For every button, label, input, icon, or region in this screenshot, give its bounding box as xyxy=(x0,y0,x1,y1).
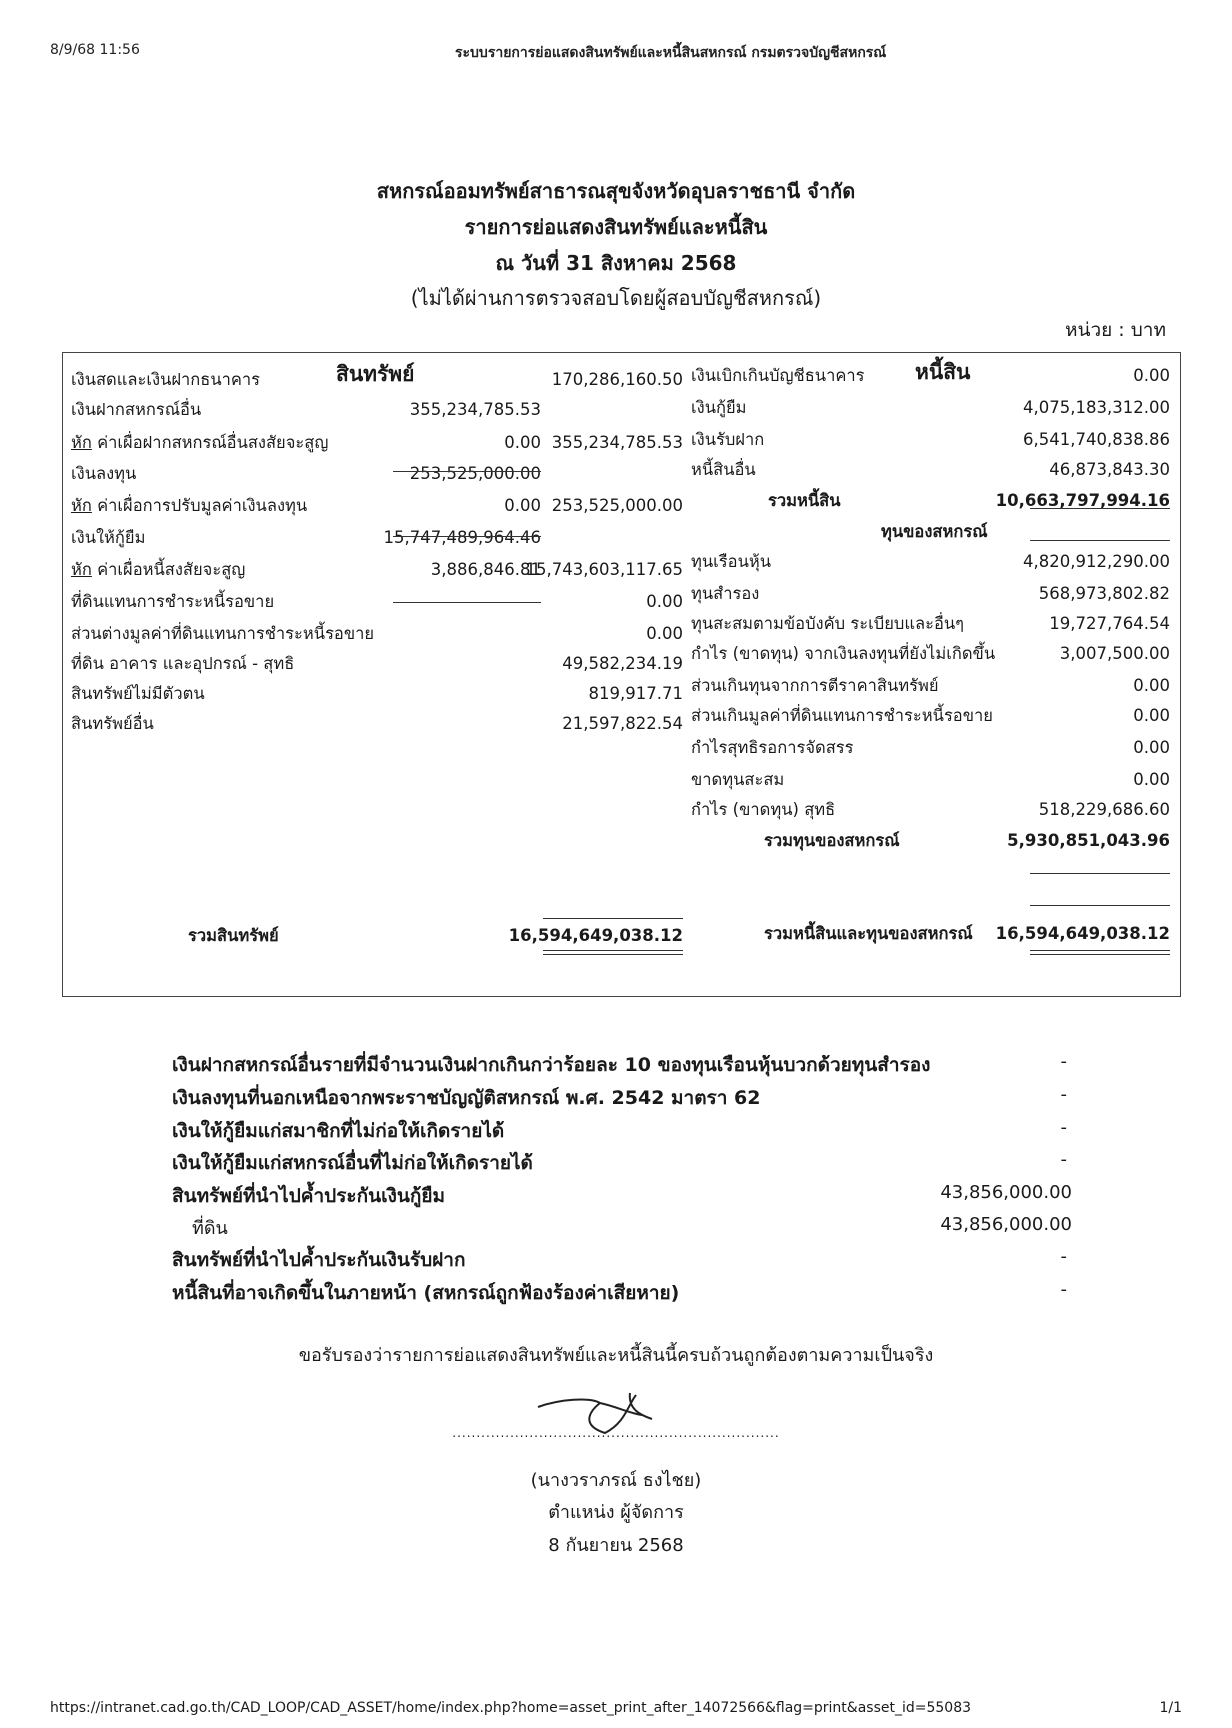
subtotal-rule xyxy=(1030,540,1170,541)
equity-row-label: ทุนสะสมตามข้อบังคับ ระเบียบและอื่นๆ xyxy=(691,614,965,633)
asset-label xyxy=(71,555,245,585)
subtotal-rule xyxy=(393,471,541,472)
equity-total-value: 5,930,851,043.96 xyxy=(1007,831,1170,850)
asset-row xyxy=(63,555,683,585)
equity-row xyxy=(683,765,1180,795)
asset-label-text: สินทรัพย์อื่น xyxy=(71,714,154,733)
page-number: 1/1 xyxy=(1159,1700,1182,1716)
note-value: - xyxy=(1060,1084,1067,1105)
asset-value: 15,743,603,117.65 xyxy=(525,560,683,579)
liabilities-total xyxy=(683,486,1180,516)
note-label: สินทรัพย์ที่นำไปค้ำประกันเงินกู้ยืม xyxy=(172,1185,446,1207)
asset-row xyxy=(63,459,683,489)
org-name: สหกรณ์ออมทรัพย์สาธารณสุขจังหวัดอุบลราชธานี จำกัด xyxy=(376,179,856,203)
asset-label xyxy=(71,365,260,395)
document-title: รายการย่อแสดงสินทรัพย์และหนี้สิน xyxy=(464,215,768,239)
asset-sub-value: 355,234,785.53 xyxy=(409,400,541,419)
note-label: เงินลงทุนที่นอกเหนือจากพระราชบัญญัติสหกรณ์ พ.ศ. 2542 มาตรา 62 xyxy=(172,1087,761,1109)
note-label: เงินให้กู้ยืมแก่สหกรณ์อื่นที่ไม่ก่อให้เกิดรายได้ xyxy=(172,1152,533,1174)
asset-value: 21,597,822.54 xyxy=(562,714,683,733)
note-label: ที่ดิน xyxy=(192,1218,228,1239)
asset-row xyxy=(63,619,683,649)
equity-row-label: กำไร (ขาดทุน) จากเงินลงทุนที่ยังไม่เกิดขึ้น xyxy=(691,644,996,663)
liability-row xyxy=(683,361,1180,391)
assets-total-label: รวมสินทรัพย์ xyxy=(188,926,279,945)
equity-row xyxy=(683,671,1180,701)
equity-row-value: 568,973,802.82 xyxy=(1038,584,1170,603)
equity-total xyxy=(683,826,1180,856)
equity-row-label: ทุนเรือนหุ้น xyxy=(691,552,772,571)
liability-row-value: 4,075,183,312.00 xyxy=(1023,398,1170,417)
note-value: 43,856,000.00 xyxy=(940,1214,1072,1235)
subtotal-rule xyxy=(393,536,541,537)
asset-label xyxy=(71,649,294,679)
liabilities-total-label: รวมหนี้สิน xyxy=(768,491,841,510)
equity-row-value: 0.00 xyxy=(1133,676,1170,695)
equity-row xyxy=(683,609,1180,639)
subtotal-rule xyxy=(393,602,541,603)
asset-row xyxy=(63,395,683,425)
equity-row-value: 4,820,912,290.00 xyxy=(1023,552,1170,571)
signature-dotted-line: .................................................................... xyxy=(452,1426,780,1440)
asset-label-text: เงินสดและเงินฝากธนาคาร xyxy=(71,370,261,389)
asset-label xyxy=(71,459,136,489)
equity-row xyxy=(683,547,1180,577)
asset-label-text: เงินให้กู้ยืม xyxy=(71,528,146,547)
equity-row xyxy=(683,639,1180,669)
equity-row-value: 518,229,686.60 xyxy=(1038,800,1170,819)
equity-row-value: 19,727,764.54 xyxy=(1049,614,1170,633)
equity-row xyxy=(683,795,1180,825)
footer-url: https://intranet.cad.go.th/CAD_LOOP/CAD_ASSET/home/index.php?home=asset_print_after_14072566&flag=print&asset_id=55083 xyxy=(50,1700,972,1716)
deduct-prefix: หัก xyxy=(71,560,92,579)
asset-label xyxy=(71,709,154,739)
asset-row xyxy=(63,709,683,739)
asset-label-text: ที่ดินแทนการชำระหนี้รอขาย xyxy=(71,592,275,611)
asset-value: 355,234,785.53 xyxy=(551,433,683,452)
asset-label-text: ค่าเผื่อหนี้สงสัยจะสูญ xyxy=(91,560,246,579)
asset-label-text: ส่วนต่างมูลค่าที่ดินแทนการชำระหนี้รอขาย xyxy=(71,624,375,643)
asset-label-text: เงินฝากสหกรณ์อื่น xyxy=(71,400,202,419)
note-label: หนี้สินที่อาจเกิดขึ้นในภายหน้า (สหกรณ์ถูกฟ้องร้องค่าเสียหาย) xyxy=(172,1282,680,1304)
grand-total-row xyxy=(63,919,1180,949)
deduct-prefix: หัก xyxy=(71,433,92,452)
equity-row-label: ทุนสำรอง xyxy=(691,584,760,603)
equity-row-label: ขาดทุนสะสม xyxy=(691,770,785,789)
note-value: - xyxy=(1060,1117,1067,1138)
asset-value: 49,582,234.19 xyxy=(562,654,683,673)
system-title: ระบบรายการย่อแสดงสินทรัพย์และหนี้สินสหกรณ์ กรมตรวจบัญชีสหกรณ์ xyxy=(455,45,887,61)
asset-sub-value: 15,747,489,964.46 xyxy=(383,528,541,547)
asset-label-text: ที่ดิน อาคาร และอุปกรณ์ - สุทธิ xyxy=(71,654,295,673)
asset-value: 253,525,000.00 xyxy=(551,496,683,515)
liability-row-value: 46,873,843.30 xyxy=(1049,460,1170,479)
equity-row xyxy=(683,579,1180,609)
equity-total-label: รวมทุนของสหกรณ์ xyxy=(764,831,900,850)
note-value: 43,856,000.00 xyxy=(940,1182,1072,1203)
asset-row xyxy=(63,587,683,617)
note-value: - xyxy=(1060,1149,1067,1170)
liabilities-total-value: 10,663,797,994.16 xyxy=(995,491,1170,510)
asset-row xyxy=(63,428,683,458)
subtotal-rule xyxy=(1030,905,1170,906)
unit-label: หน่วย : บาท xyxy=(1064,319,1166,341)
equity-row-value: 0.00 xyxy=(1133,738,1170,757)
equity-row-label: กำไรสุทธิรอการจัดสรร xyxy=(691,738,854,757)
asset-label xyxy=(71,523,145,553)
report-date: ณ วันที่ 31 สิงหาคม 2568 xyxy=(495,251,737,275)
asset-sub-value: 0.00 xyxy=(504,433,541,452)
liabilities-heading: หนี้สิน xyxy=(915,360,971,384)
asset-value: 170,286,160.50 xyxy=(551,370,683,389)
asset-value: 819,917.71 xyxy=(588,684,683,703)
equity-row xyxy=(683,733,1180,763)
asset-label-text: ค่าเผื่อการปรับมูลค่าเงินลงทุน xyxy=(91,496,308,515)
assets-total-value: 16,594,649,038.12 xyxy=(508,926,683,945)
liability-row-value: 0.00 xyxy=(1133,366,1170,385)
liability-row xyxy=(683,425,1180,455)
asset-row xyxy=(63,523,683,553)
asset-label-text: ค่าเผื่อฝากสหกรณ์อื่นสงสัยจะสูญ xyxy=(91,433,329,452)
equity-row-value: 0.00 xyxy=(1133,770,1170,789)
grand-total-value: 16,594,649,038.12 xyxy=(995,924,1170,943)
asset-sub-value: 253,525,000.00 xyxy=(409,464,541,483)
equity-row-label: กำไร (ขาดทุน) สุทธิ xyxy=(691,800,836,819)
equity-heading xyxy=(683,517,1180,547)
asset-value: 0.00 xyxy=(646,592,683,611)
signer-name: (นางวราภรณ์ ธงไชย) xyxy=(530,1470,702,1491)
liability-row-label: เงินเบิกเกินบัญชีธนาคาร xyxy=(691,366,865,385)
liability-row-label: เงินกู้ยืม xyxy=(691,398,747,417)
subtotal-rule xyxy=(1030,508,1170,509)
liability-row xyxy=(683,455,1180,485)
asset-row xyxy=(63,491,683,521)
asset-row xyxy=(63,679,683,709)
print-datetime: 8/9/68 11:56 xyxy=(50,42,140,58)
grand-total-label: รวมหนี้สินและทุนของสหกรณ์ xyxy=(764,924,973,943)
equity-row-value: 3,007,500.00 xyxy=(1059,644,1170,663)
asset-label-text: เงินลงทุน xyxy=(71,464,137,483)
signer-position: ตำแหน่ง ผู้จัดการ xyxy=(548,1502,684,1523)
equity-row-label: ส่วนเกินทุนจากการตีราคาสินทรัพย์ xyxy=(691,676,939,695)
subtotal-rule xyxy=(1030,873,1170,874)
liability-row-value: 6,541,740,838.86 xyxy=(1023,430,1170,449)
liability-row xyxy=(683,393,1180,423)
signature-date: 8 กันยายน 2568 xyxy=(548,1535,684,1556)
liability-row-label: หนี้สินอื่น xyxy=(691,460,756,479)
deduct-prefix: หัก xyxy=(71,496,92,515)
equity-row-label: ส่วนเกินมูลค่าที่ดินแทนการชำระหนี้รอขาย xyxy=(691,706,993,725)
note-label: เงินฝากสหกรณ์อื่นรายที่มีจำนวนเงินฝากเกินกว่าร้อยละ 10 ของทุนเรือนหุ้นบวกด้วยทุนสำรอง xyxy=(172,1054,931,1076)
asset-label xyxy=(71,587,274,617)
asset-sub-value: 0.00 xyxy=(504,496,541,515)
audit-note: (ไม่ได้ผ่านการตรวจสอบโดยผู้สอบบัญชีสหกรณ์) xyxy=(410,286,822,310)
assets-heading: สินทรัพย์ xyxy=(336,362,415,386)
note-value: - xyxy=(1060,1051,1067,1072)
equity-row-value: 0.00 xyxy=(1133,706,1170,725)
asset-value: 0.00 xyxy=(646,624,683,643)
asset-sub-value: 3,886,846.81 xyxy=(430,560,541,579)
balance-sheet-table xyxy=(62,352,1181,997)
asset-label xyxy=(71,395,201,425)
asset-label xyxy=(71,491,307,521)
asset-label xyxy=(71,619,374,649)
asset-row xyxy=(63,365,683,395)
asset-label xyxy=(71,679,205,709)
note-value: - xyxy=(1060,1279,1067,1300)
liability-row-label: เงินรับฝาก xyxy=(691,430,765,449)
equity-heading-label: ทุนของสหกรณ์ xyxy=(881,522,988,541)
note-value: - xyxy=(1060,1246,1067,1267)
asset-label xyxy=(71,428,328,458)
certification-statement: ขอรับรองว่ารายการย่อแสดงสินทรัพย์และหนี้สินนี้ครบถ้วนถูกต้องตามความเป็นจริง xyxy=(298,1345,934,1366)
note-label: เงินให้กู้ยืมแก่สมาชิกที่ไม่ก่อให้เกิดรายได้ xyxy=(172,1120,505,1142)
note-label: สินทรัพย์ที่นำไปค้ำประกันเงินรับฝาก xyxy=(172,1249,466,1271)
asset-row xyxy=(63,649,683,679)
equity-row xyxy=(683,701,1180,731)
asset-label-text: สินทรัพย์ไม่มีตัวตน xyxy=(71,684,205,703)
